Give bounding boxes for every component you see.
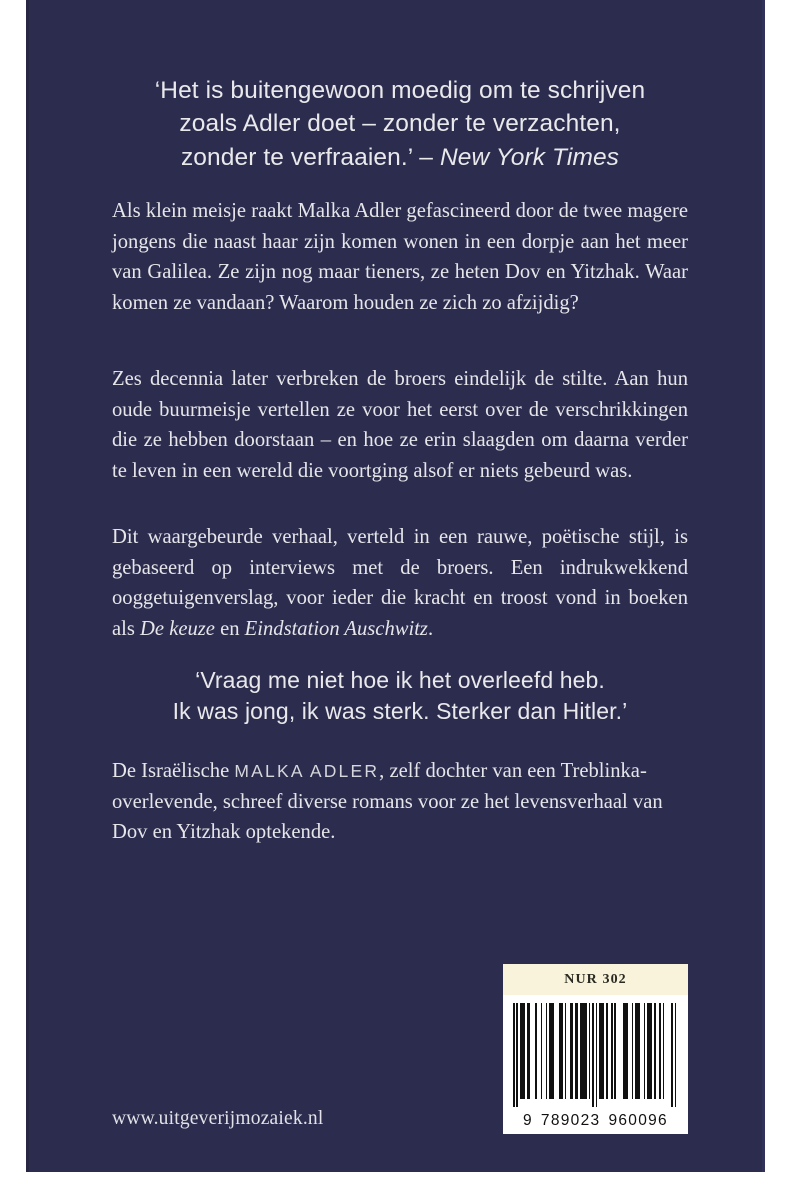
mid-quote-line-1: ‘Vraag me niet hoe ik het overleefd heb. — [195, 667, 605, 693]
blurb-p3-text-3: . — [427, 617, 434, 640]
mid-quote-line-2: Ik was jong, ik was sterk. Sterker dan Hitler.’ — [172, 698, 628, 725]
blurb-paragraph-2-block — [112, 364, 688, 486]
author-bio-text-2: , zelf dochter van een Treblinka-overlevende, schreef diverse romans voor ze het levensverhaal van Dov en Yitzhak optekende. — [112, 760, 663, 844]
barcode-body — [503, 995, 688, 1134]
top-quote-line-2: zoals Adler doet – zonder te verzachten, — [179, 110, 621, 138]
barcode-bar — [580, 1003, 587, 1099]
isbn-digits — [503, 1112, 688, 1130]
top-pull-quote — [112, 74, 688, 174]
right-edge-fold-line — [762, 0, 765, 1172]
author-bio-paragraph — [112, 756, 688, 848]
top-quote-source: New York Times — [439, 143, 620, 171]
book-title-de-keuze: De keuze — [140, 617, 215, 640]
mid-pull-quote — [112, 665, 688, 728]
isbn-digit-group-2: 789023 — [540, 1112, 601, 1129]
author-bio-block — [112, 756, 688, 848]
blurb-paragraph-1-block — [112, 196, 688, 318]
blurb-p3-text-2: en — [214, 617, 245, 640]
blurb-paragraph-2: Zes decennia later verbreken de broers eindelijk de stilte. Aan hun oude buurmeisje vertellen ze voor het eerst over de verschrikkingen die ze hebben doorstaan – en hoe ze erin slaagden om daarna verder te leven in een wereld die voortging alsof er niets gebeurd was. — [112, 368, 688, 482]
isbn-digit-group-1: 9 — [523, 1112, 533, 1129]
blurb-p3-text-1: Dit waargebeurde verhaal, verteld in een rauwe, poëtische stijl, is gebaseerd op interviews met de broers. Een indrukwekkend ooggetuigenverslag, voor ieder die kracht en troost vond in boeken als — [112, 526, 688, 640]
barcode-block — [503, 964, 688, 1134]
barcode-space — [664, 1003, 671, 1099]
top-quote-line-1: ‘Het is buitengewoon moedig om te schrijven — [154, 77, 646, 104]
blurb-paragraph-3 — [112, 522, 688, 644]
spine-fold-line — [26, 0, 29, 1172]
top-quote-line-3 — [112, 141, 688, 174]
isbn-digit-group-3: 960096 — [608, 1112, 668, 1129]
author-name: MALKA ADLER — [234, 761, 380, 781]
top-quote-line-3-text: zonder te verfraaien.’ – — [180, 143, 440, 171]
blurb-paragraph-1: Als klein meisje raakt Malka Adler gefascineerd door de twee magere jongens die naast haar zijn komen wonen in een dorpje aan het meer van Galilea. Ze zijn nog maar tieners, ze heten Dov en Yitzhak. Waar komen ze vandaan? Waarom houden ze zich zo afzijdig? — [112, 200, 688, 314]
publisher-website[interactable]: www.uitgeverijmozaiek.nl — [112, 1108, 324, 1129]
barcode-bar — [675, 1003, 677, 1107]
barcode-space — [616, 1003, 623, 1099]
nur-code-header — [503, 964, 688, 995]
book-back-cover — [26, 0, 765, 1172]
author-bio-text-1: De Israëlische — [112, 760, 235, 782]
book-title-eindstation-auschwitz: Eindstation Auschwitz — [244, 617, 428, 640]
nur-code-label: NUR 302 — [564, 971, 627, 987]
barcode-bars — [513, 1003, 678, 1107]
blurb-paragraph-3-block — [112, 522, 688, 644]
